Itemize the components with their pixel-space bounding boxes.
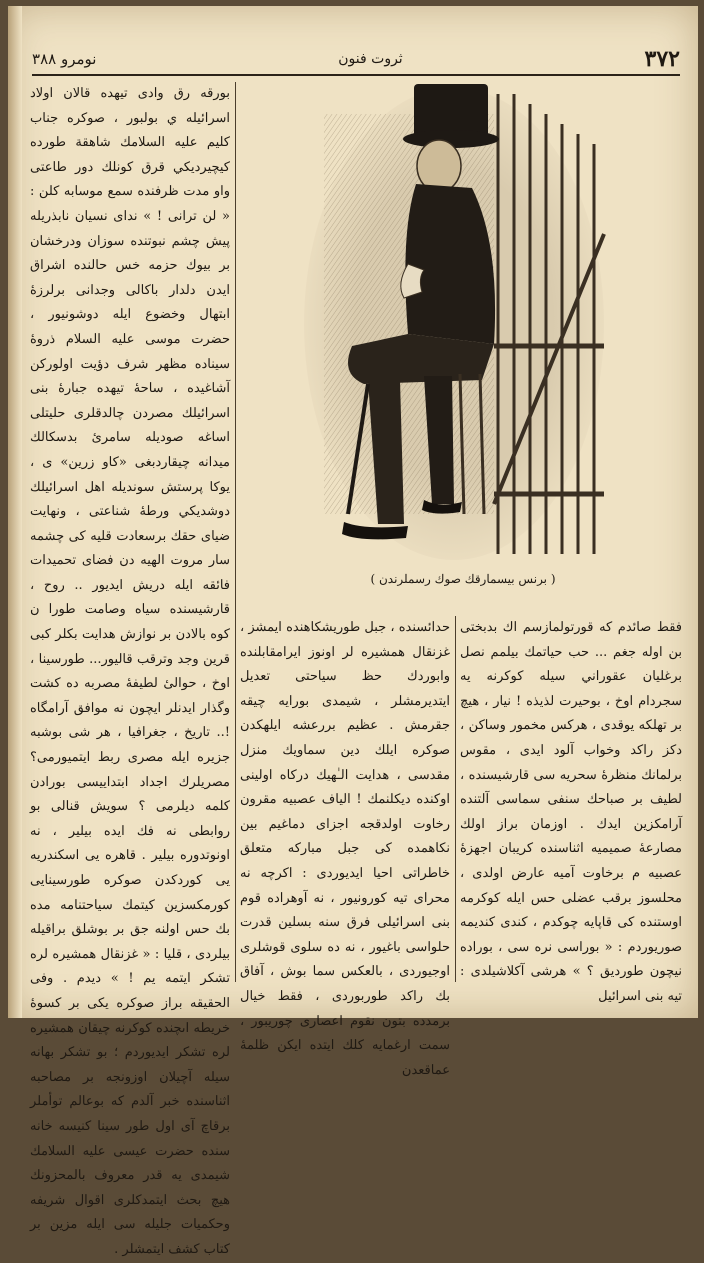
column-divider [235, 82, 236, 982]
page-header [32, 44, 680, 76]
illustration-caption: ( برنس بيسمارقك صوك رسملرندن ) [370, 572, 556, 586]
column-divider [455, 616, 456, 982]
bismarck-engraving [304, 84, 614, 564]
text-column-left: بورقه رق وادى تيهده قالان اولاد اسرائيله ي بولبور ، صوكره جناب كليم عليه السلامك شاهقة طورده كيچيرديكي قرق كونلك دور طاعتى واو مدت ظرفنده سمع موسابه كلن : « لن ترانى ! » نداى نسيان نابذريله پيش چشم نبوتنده سوزان ودرخشان بر بيوك حزمه خس حالنده اشراق ايدن دلدار باكالى وجدانى برلرزهٔ ابتهال وخضوع ايله دوشونيور ، حضرت موسى عليه السلام ذروهٔ سيناده مظهر شرف دؤيت اولوركن آشاغيده ، ساحهٔ تيهده جبارهٔ بنى اسرائيلك مصردن چالدقلرى حليتلى اساغه صوديله سامرىٔ بدسكالك ميدانه چيقاردبغى «كاو زرين» ى ، يوكا پرستش سونديله اهل اسرائيلك دوشديكي ورطهٔ شناعتى ، ونهايت ضياى حقك برسعادت قليه كى چشمه سار مروت الهيه دن فضاى تحميدات فائقه ايله دريش ايديور .. روح ، قارشيسنده سياه وصامت طورا ن كوه بالادن بر نوازش هدايت بكلر كبى قرين وجد وترقب قاليور... طورسينا ، اوخ ، حوالىٔ لطيفهٔ مصربه ده كشت وگذار ايدنلر ايچون نه موافق آرامگاه !.. تاريخ ، جغرافيا ، هر شى بوشبه جزيره ايله مصرى ربط ايتميورمى؟ مصريلرك اجداد ابتداييسى بورادن كلمه ديلرمى ؟ سويش قنالى بو روابطى نه فك ايده بيلير ، نه اونوتدوره بيلير . قاهره يى اسكندريه يى كوردكدن صوكره طورسينايى كورمكسزين كيتمك سياحتنامه مده بك حس اولنه جق بر بوشلق براقيله بيلردى ، قليا : « غزنقال همشيره لره تشكر ايتمه يم ! » ديدم . وفى الحقيقه براز صوكره يكى بر كسوهٔ خريطه اىچنده كوكرنه چيقان همشيره لره تشكر ايديوردم ؛ بو تشكر بهانه سيله آچيلان اوزونجه بر مصاحبه اثناسنده خبر آلدم كه بوعالم توأملر برقاچ آى اول طور سينا كنيسه خانه سنده حضرت عيسى عليه السلامك شيمدى يه قدر معروف بالمحزونك هيچ بحث ايتمدكلرى اقوال شريفه وحكميات جليله سى ايله مزين بر كتاب كشف ايتمشلر . [30, 86, 230, 1257]
text-column-middle: حدائسنده ، جبل طوريشكاهنده ايمشز ، غزنقال همشيره لر اونوز ايرامقابلنده وابوردك حظ سياحتى تعديل ايتديرمشلر ، شيمدى بورايه چيقه جقرمش . عظيم بررعشه ايلهكدن صوكره ايلك دين سماويك منزل مقدسى ، هدايت الـٰهيك دركاه اولينى اوكنده ديكلنمك ! الياف عصبيه مقرون رخاوت اولدقجه اجزاى دماغيم بين نكاهمده كى جبل مباركه متعلق خاطراتى احيا ايديوردى : اكرچه نه محراى تيه كورونيور ، نه آوهراده قوم بنى اسرائيلى فرق سنه بسلين قدرت حلواسى باغيور ، نه ده سلوى قوشلرى اوجيوردى ، بالعكس سما بوش ، آفاق بك راكد طوربوردى ، فقط خيال برمدده بتون نقوم اعصارى چوريبور ، سمت ارغمايه كلك ايتده ايكن ظلمهٔ عماقعدن [240, 620, 450, 1078]
page-spine-shadow [8, 6, 22, 1018]
magazine-page [8, 6, 698, 1257]
text-column-right: فقط صائدم كه قورتولمازسم اك بدبختى بن اوله جغم ... حب حياتمك بيلمم نصل برغليان عقوراني سيله كوكرنه يه سجردام اوخ ، بوحيرت لذيذه ! نيار ، هيچ بر تهلكه يوقدى ، هركس مخمور وساكن ، دكز راكد وخواب آلود ايدى ، مقوس برلمانك منظرهٔ سحريه سى قارشيسنده ، لطيف بر صباحك سنفى سماسى آلتنده آرامكزين ايدك . اوزمان براز اولك مصارعهٔ صميميه اثناسنده كريبان اجهزهٔ عصبيه م برخاوت آميه عارض اولدى ، محلسوز برقب عضلى حس ايله كوكرمه اوستنده كى قاپايه چوكدم ، كندى كنديمه صوريوردم : « بوراسى نره سى ، بوراده نيچون طورديق ؟ » هرشى آكلاشيلدى : تيه بنى اسرائيل [460, 620, 682, 1004]
page-number: ٣٧٢ [644, 46, 680, 72]
journal-title: ثروت فنون [338, 51, 403, 67]
issue-number: نومرو ٣٨٨ [32, 50, 97, 68]
